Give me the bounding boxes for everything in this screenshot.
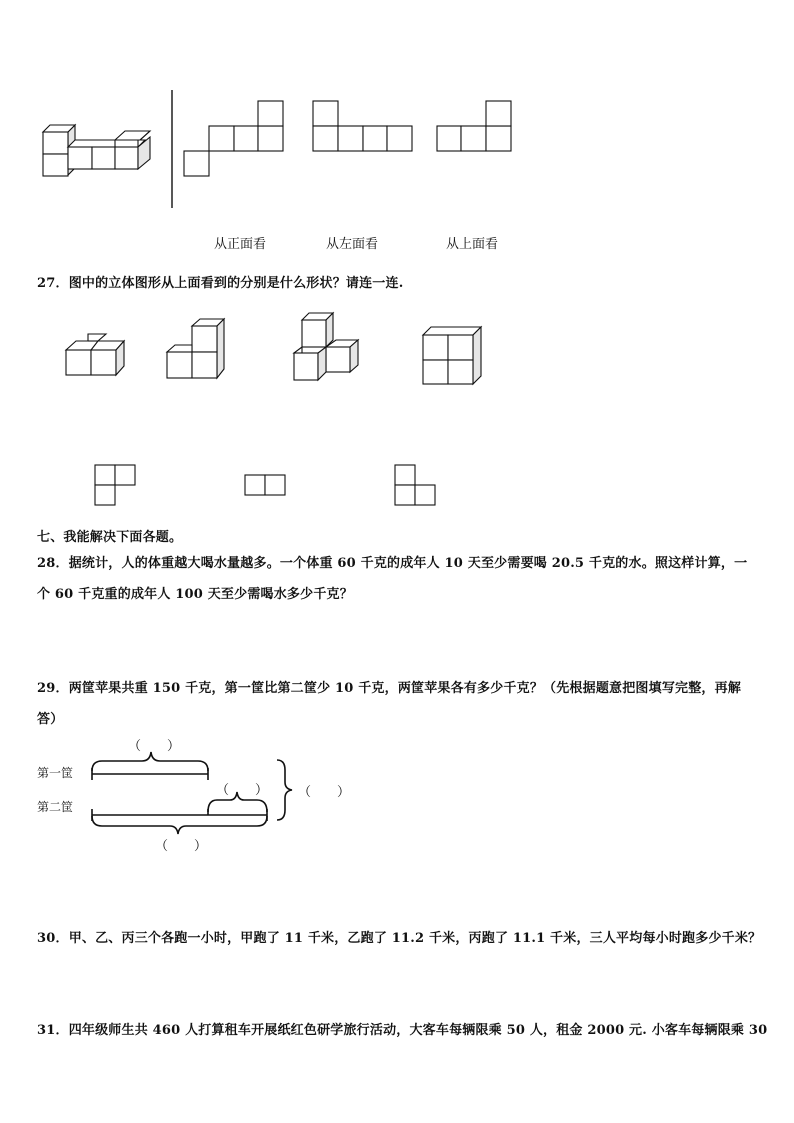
paren-diff: （ ） bbox=[216, 783, 269, 798]
question-30: 30．甲、乙、丙三个各跑一小时，甲跑了 11 千米，乙跑了 11.2 千米，丙跑了 11.1 千米，三人平均每小时跑多少千米？ bbox=[37, 931, 762, 946]
q27-solid-c bbox=[294, 313, 358, 380]
view-front-shape bbox=[184, 101, 283, 176]
q27-solid-b bbox=[167, 319, 224, 378]
question-31: 31．四年级师生共 460 人打算租车开展纸红色研学旅行活动，大客车每辆限乘 50 人，租金 2000 元. 小客车每辆限乘 30 bbox=[37, 1023, 768, 1038]
paren-bottom: （ ） bbox=[155, 839, 208, 854]
view-top-shape bbox=[437, 101, 511, 151]
label-top-view: 从上面看 bbox=[446, 237, 499, 252]
question-27: 27．图中的立体图形从上面看到的分别是什么形状？请连一连. bbox=[37, 276, 404, 291]
row1-label: 第一筐 bbox=[37, 766, 74, 780]
q27-solid-d bbox=[423, 327, 481, 384]
brace-bottom bbox=[92, 816, 267, 834]
q27-solid-a bbox=[66, 334, 124, 375]
brace-top bbox=[92, 752, 208, 771]
label-left-view: 从左面看 bbox=[326, 237, 379, 252]
q27-view-a bbox=[95, 465, 135, 505]
q27-view-b bbox=[245, 475, 285, 495]
q27-view-c bbox=[395, 465, 435, 505]
question-29-line1: 29．两筐苹果共重 150 千克，第一筐比第二筐少 10 千克，两筐苹果各有多少千克？（先根据题意把图填写完整，再解 bbox=[37, 681, 742, 696]
brace-right bbox=[277, 760, 292, 820]
label-front-view: 从正面看 bbox=[214, 237, 267, 252]
row2-label: 第二筐 bbox=[37, 800, 74, 814]
paren-total: （ ） bbox=[298, 785, 351, 800]
view-left-shape bbox=[313, 101, 412, 151]
section-7-heading: 七、我能解决下面各题。 bbox=[37, 530, 183, 545]
solid-figure-1 bbox=[43, 125, 150, 176]
question-29-line2: 答） bbox=[37, 712, 64, 727]
paren-top: （ ） bbox=[128, 739, 181, 754]
question-28-line1: 28．据统计，人的体重越大喝水量越多。一个体重 60 千克的成年人 10 天至少需要喝 20.5 千克的水。照这样计算，一 bbox=[37, 556, 748, 571]
question-28-line2: 个 60 千克重的成年人 100 天至少需喝水多少千克？ bbox=[37, 587, 353, 602]
